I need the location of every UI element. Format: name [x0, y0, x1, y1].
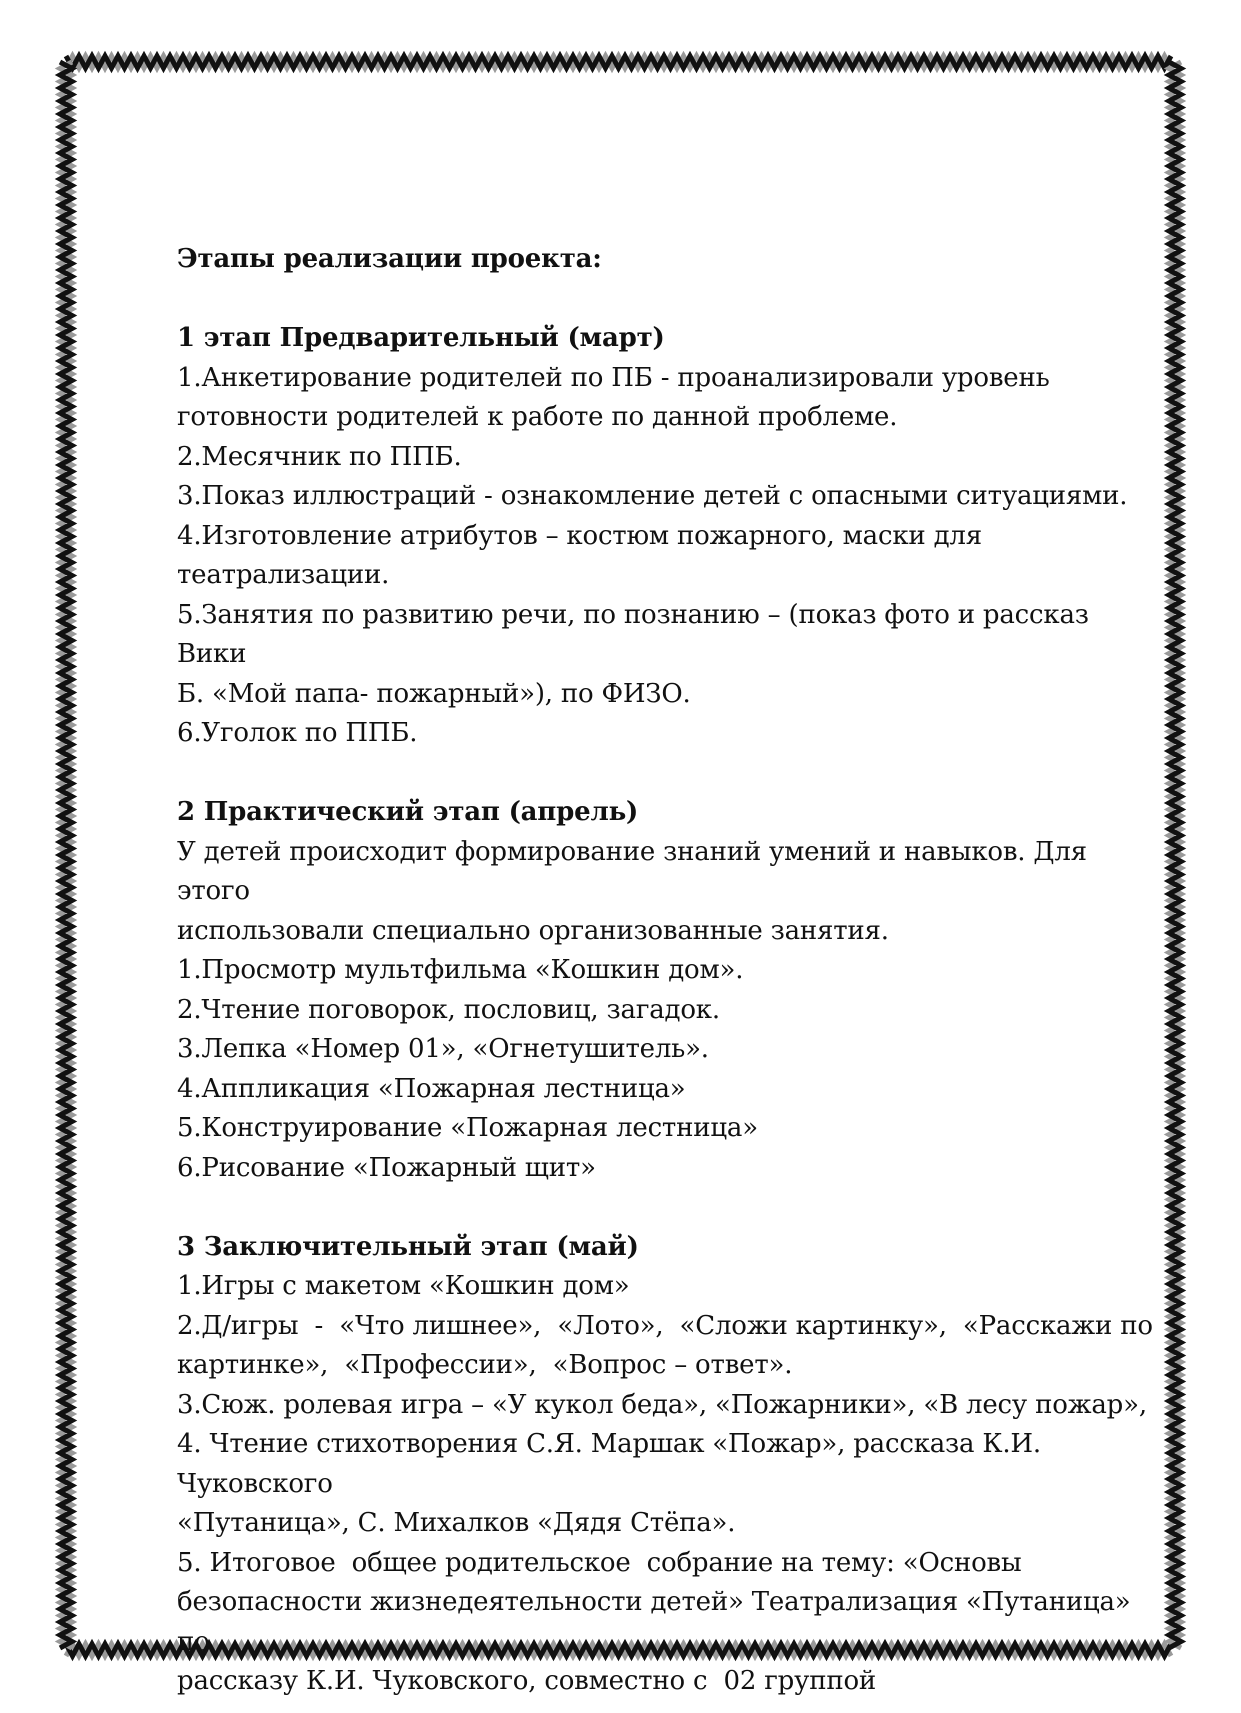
stage-line: 5.Конструирование «Пожарная лестница»	[177, 1113, 758, 1143]
stage-line: 6.Уголок по ППБ.	[177, 718, 418, 748]
stage-line: использовали специально организованные занятия.	[177, 915, 889, 946]
stage-1	[177, 319, 1157, 754]
stage-line: 4.Изготовление атрибутов – костюм пожарного, маски для	[177, 520, 982, 551]
stage-line: 4. Чтение стихотворения С.Я. Маршак «Пожар», рассказа К.И. Чуковского	[177, 1429, 1050, 1499]
document-title: Этапы реализации проекта:	[177, 244, 602, 274]
stage-heading: 3 Заключительный этап (май)	[177, 1231, 639, 1262]
stage-heading: 2 Практический этап (апрель)	[177, 797, 639, 827]
stage-line: 3.Показ иллюстраций - ознакомление детей с опасными ситуациями.	[177, 481, 1128, 511]
stage-line: рассказу К.И. Чуковского, совместно с 02 группой	[177, 1666, 877, 1696]
stage-line: картинке», «Профессии», «Вопрос – ответ».	[177, 1350, 793, 1380]
stage-line: 6.Рисование «Пожарный щит»	[177, 1152, 596, 1183]
stage-line: 4.Аппликация «Пожарная лестница»	[177, 1073, 686, 1104]
stage-line: 2.Чтение поговорок, пословиц, загадок.	[177, 994, 720, 1025]
stage-line: 3.Лепка «Номер 01», «Огнетушитель».	[177, 1034, 709, 1064]
stage-line: 1.Игры с макетом «Кошкин дом»	[177, 1271, 630, 1301]
stage-line: У детей происходит формирование знаний умений и навыков. Для этого	[177, 836, 1095, 906]
stage-line: Б. «Мой папа- пожарный»), по ФИЗО.	[177, 678, 691, 709]
stage-line: 5. Итоговое общее родительское собрание на тему: «Основы	[177, 1547, 1022, 1578]
stage-line: 2.Д/игры - «Что лишнее», «Лото», «Сложи картинку», «Расскажи по	[177, 1310, 1153, 1341]
stage-3	[177, 1228, 1157, 1702]
stage-2	[177, 793, 1157, 1188]
stage-line: безопасности жизнедеятельности детей» Театрализация «Путаница» по	[177, 1587, 1139, 1657]
stage-line: театрализации.	[177, 560, 390, 590]
stage-line: 5.Занятия по развитию речи, по познанию – (показ фото и рассказ Вики	[177, 599, 1097, 669]
stage-line: 2.Месячник по ППБ.	[177, 441, 462, 472]
stage-line: 1.Просмотр мультфильма «Кошкин дом».	[177, 955, 744, 985]
stage-line: готовности родителей к работе по данной проблеме.	[177, 402, 898, 432]
stage-line: 1.Анкетирование родителей по ПБ - проанализировали уровень	[177, 362, 1050, 393]
document-body	[177, 240, 1157, 1702]
stage-heading: 1 этап Предварительный (март)	[177, 323, 665, 353]
stage-line: 3.Сюж. ролевая игра – «У кукол беда», «Пожарники», «В лесу пожар»,	[177, 1389, 1147, 1420]
stage-line: «Путаница», С. Михалков «Дядя Стёпа».	[177, 1508, 736, 1538]
